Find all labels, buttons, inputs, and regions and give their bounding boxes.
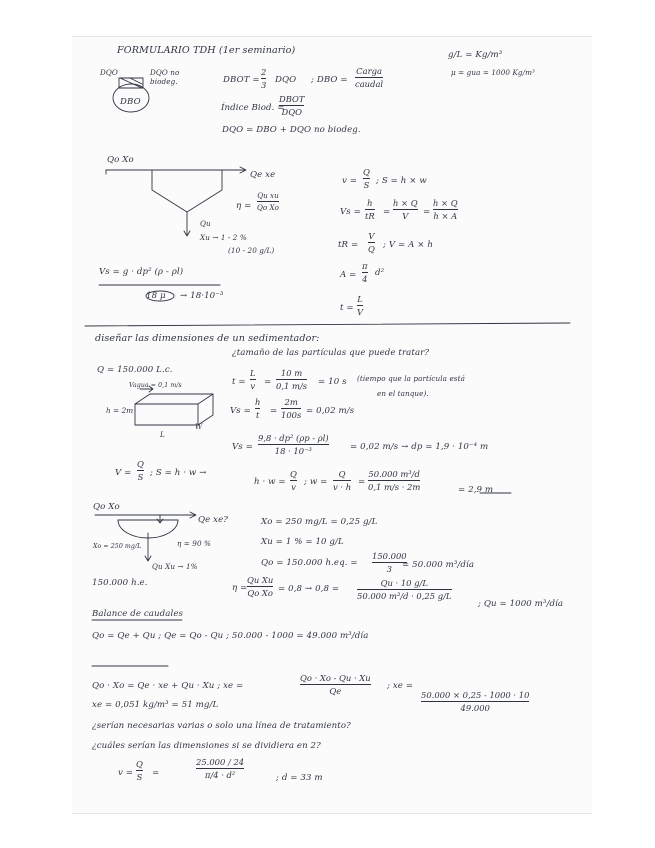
width-calc-eq: = xyxy=(358,477,366,487)
settler1-xu-label: Xu → 1 - 2 % xyxy=(200,233,247,242)
dqo-nobiodeg-label: DQO no biodeg. xyxy=(150,68,180,87)
tr-lhs: tR = xyxy=(338,240,359,250)
stokes-circle xyxy=(146,291,174,301)
vs-fraction-2: h × Q V xyxy=(393,198,418,222)
time-lhs: t = xyxy=(340,303,354,313)
vs-fraction-3: h × Q h × A xyxy=(433,198,458,222)
question-dimensions: ¿cuáles serían las dimensiones si se dividiera en 2? xyxy=(92,741,321,751)
vs-calc-fraction-1: h t xyxy=(255,397,261,421)
tank-front xyxy=(135,404,198,425)
vs-calc-fraction-2: 2m 100s xyxy=(281,397,302,421)
tank-width-label: W xyxy=(195,422,203,431)
eta-calc-fraction-2: Qu · 10 g/L 50.000 m³/d · 0,25 g/L xyxy=(357,578,452,602)
vs-calc-lhs: Vs = xyxy=(230,406,251,416)
area-lhs: A = xyxy=(340,270,357,280)
stokes-calc-lhs: Vs = xyxy=(232,442,253,452)
vs-equals-2: = xyxy=(423,207,431,217)
problem-flow: Q = 150.000 L.c. xyxy=(97,365,173,375)
dbo-load-fraction: Carga caudal xyxy=(355,66,384,90)
hw-calc-fraction: Q v xyxy=(290,469,297,493)
time-calc-fraction-1: L v xyxy=(250,368,256,392)
qo-calc-result: = 50.000 m³/día xyxy=(402,560,475,570)
vs-calc-eq: = xyxy=(270,406,278,416)
qo-calc-fraction: 150.000 3 xyxy=(372,551,407,575)
flow-balance-title: Balance de caudales xyxy=(92,609,184,619)
area-rhs: d² xyxy=(375,268,385,278)
settler2-underflow-label: Qu Xu → 1% xyxy=(152,562,198,571)
time-fraction: L V xyxy=(357,294,364,318)
velocity-calc-rhs: ; S = h · w → xyxy=(150,468,207,478)
eta-calc-fraction: Qu Xu Qo Xo xyxy=(247,575,274,599)
stokes-calc-fraction: 9,8 · dp² (ρp - ρl) 18 · 10⁻³ xyxy=(258,433,329,457)
problem-question: ¿tamaño de las partículas que puede tratar? xyxy=(232,348,430,358)
settler1-eta-lhs: η = xyxy=(236,201,252,211)
time-calc-fraction-2: 10 m 0,1 m/s xyxy=(276,368,308,392)
tr-rhs: ; V = A × h xyxy=(383,240,434,250)
settler2-outlet-label: Qe xe? xyxy=(198,515,229,525)
settler2-xo-label: Xo = 250 mg/L xyxy=(93,543,142,550)
time-calc-eq: = xyxy=(264,377,272,387)
xe2-fraction: 50.000 × 0,25 - 1000 · 10 49.000 xyxy=(421,690,530,714)
biod-index-fraction: DBOT DQO xyxy=(279,94,305,118)
vs-lhs: Vs = xyxy=(340,207,361,217)
flow-balance-eq: Qo = Qe + Qu ; Qe = Qo - Qu ; 50.000 - 1000 = 49.000 m³/día xyxy=(92,631,369,641)
tank-height-label: h = 2m xyxy=(106,406,134,415)
settler1-outlet-label: Qe xe xyxy=(250,170,276,180)
time-calc-note-2: en el tanque). xyxy=(377,389,429,398)
tr-fraction: V Q xyxy=(368,231,375,255)
time-calc-lhs: t = xyxy=(232,377,246,387)
velocity-lhs: v = xyxy=(342,176,358,186)
velocity-fraction: Q S xyxy=(363,167,370,191)
width-calc-fraction-2: 50.000 m³/d 0,1 m/s · 2m xyxy=(368,469,421,493)
hatch-1 xyxy=(120,78,142,88)
final-calc-result: ; d = 33 m xyxy=(276,773,323,783)
final-calc-fraction-2: 25.000 / 24 π/4 · d² xyxy=(196,757,245,781)
area-fraction: π 4 xyxy=(362,261,368,285)
final-calc-fraction-1: Q S xyxy=(136,759,143,783)
stokes-calc-result: = 0,02 m/s → dp = 1,9 · 10⁻⁴ m xyxy=(350,442,489,452)
vs-equals-1: = xyxy=(383,207,391,217)
settler2-flow-label: 150.000 h.e. xyxy=(92,578,148,588)
dbo-circle-label: DBO xyxy=(120,97,141,107)
dbo-load-lhs: ; DBO = xyxy=(311,75,348,85)
settler1-eta-fraction: Qu xu Qo Xo xyxy=(257,191,279,213)
water-velocity-label: Vagua = 0,1 m/s xyxy=(129,382,182,389)
velocity-calc-lhs: V = xyxy=(115,468,132,478)
velocity-calc-fraction: Q S xyxy=(137,459,144,483)
qo-calc-lhs: Qo = 150.000 h.eq. = xyxy=(261,558,358,568)
xe2-lhs: ; xe = xyxy=(387,681,414,691)
settler1-funnel xyxy=(152,170,222,212)
dqo-label: DQO xyxy=(100,68,118,77)
page-title: FORMULARIO TDH (1er seminario) xyxy=(117,45,296,56)
vs-calc-result: = 0,02 m/s xyxy=(306,406,355,416)
section-divider xyxy=(85,323,570,326)
dqo-sum-eq: DQO = DBO + DQO no biodeg. xyxy=(222,125,361,135)
time-calc-result: = 10 s xyxy=(318,377,347,387)
problem-title: diseñar las dimensiones de un sedimentador: xyxy=(95,333,320,344)
settler2-eta-label: η = 90 % xyxy=(177,539,211,548)
stokes-denominator: 18 μ xyxy=(146,291,166,301)
time-calc-note-1: (tiempo que la partícula está xyxy=(357,374,465,383)
width-calc-lhs: ; w = xyxy=(304,477,328,487)
xe-result: xe = 0,051 kg/m³ = 51 mg/L xyxy=(92,700,219,710)
hw-calc-lhs: h · w = xyxy=(254,477,286,487)
solids-balance-eq: Qo · Xo = Qe · xe + Qu · Xu ; xe = xyxy=(92,681,244,691)
settler1-underflow-label: Qu xyxy=(200,219,211,228)
velocity-rhs: ; S = h × w xyxy=(376,176,427,186)
units-note: g/L = Kg/m³ xyxy=(448,50,503,60)
qu-result: ; Qu = 1000 m³/día xyxy=(478,599,564,609)
dbot-eq-rhs: DQO xyxy=(275,75,297,85)
stokes-rhs: → 18·10⁻³ xyxy=(180,291,224,301)
final-calc-lhs: v = xyxy=(118,768,134,778)
width-calc-result: = 2,9 m xyxy=(458,485,494,495)
width-calc-fraction-1: Q v · h xyxy=(333,469,352,493)
dbot-eq-fraction: 2 3 xyxy=(261,67,267,91)
xu-value: Xu = 1 % = 10 g/L xyxy=(261,537,344,547)
water-density-note: μ = gua = 1000 Kg/m³ xyxy=(451,68,536,77)
settler1-inlet-label: Qo Xo xyxy=(107,155,134,165)
dbot-eq-lhs: DBOT = xyxy=(223,75,260,85)
eta-calc-mid: = 0,8 → 0,8 = xyxy=(278,584,340,594)
tank-top xyxy=(135,394,213,404)
final-calc-eq: = xyxy=(152,768,160,778)
eta-calc-lhs: η = xyxy=(232,583,248,593)
xe-fraction: Qo · Xo - Qu · Xu Qe xyxy=(300,673,371,697)
settler1-xu-range: (10 - 20 g/L) xyxy=(228,246,275,255)
question-lines: ¿serían necesarias varias o solo una línea de tratamiento? xyxy=(92,721,351,731)
biod-index-lhs: Índice Biod. = xyxy=(221,103,285,113)
xo-value: Xo = 250 mg/L = 0,25 g/L xyxy=(261,517,378,527)
stokes-numerator: Vs = g · dp² (ρ - ρl) xyxy=(99,267,184,277)
settler2-inlet-label: Qo Xo xyxy=(93,502,120,512)
tank-length-label: L xyxy=(160,430,165,439)
vs-fraction-1: h tR xyxy=(365,198,375,222)
